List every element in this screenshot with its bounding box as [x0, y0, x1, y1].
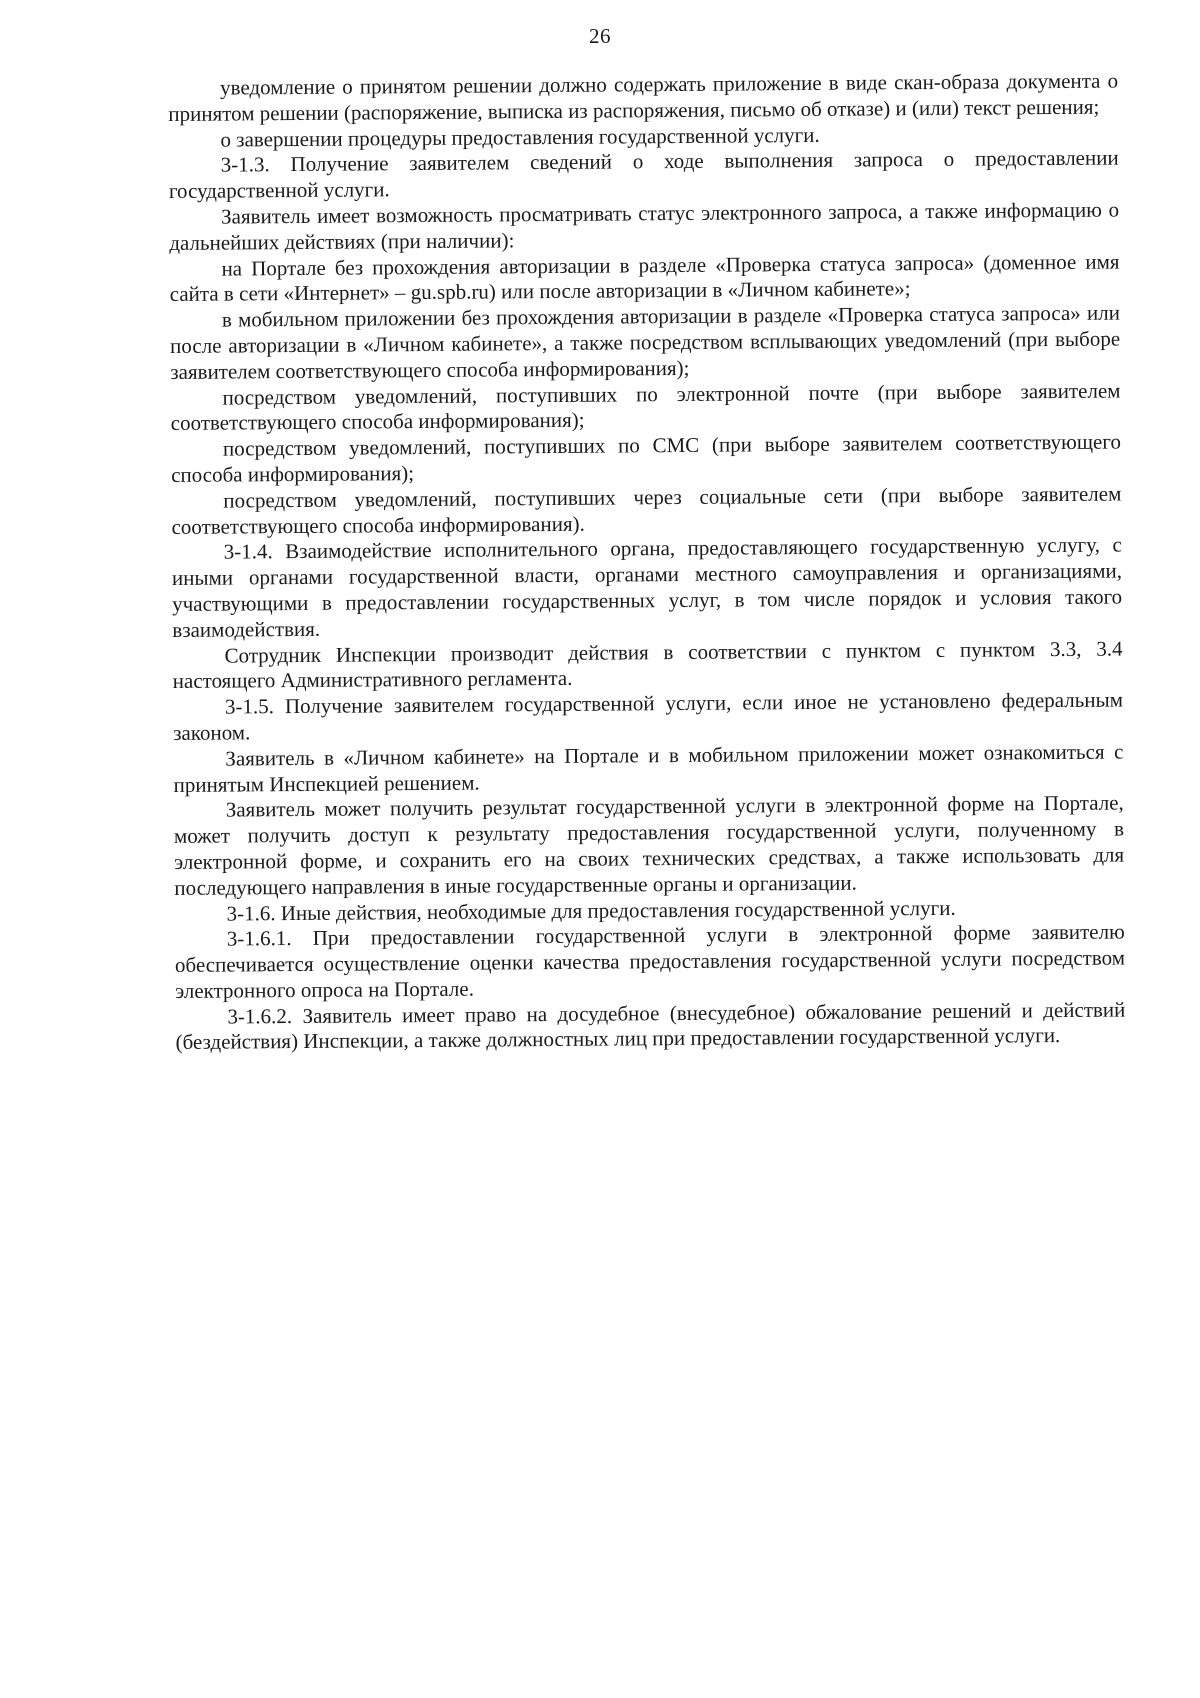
list-item: в мобильном приложении без прохождения авторизации в разделе «Проверка статуса запроса» или после авторизации в «Личном кабинете», а также посредством всплывающих уведомлений (при выборе заявителем соответствующего способа информирования); — [170, 300, 1121, 384]
section-item-3-1-6-2: 3-1.6.2. Заявитель имеет право на досудебное (внесудебное) обжалование решений и действий (бездействия) Инспекции, а также должностных лиц при предоставлении государственной услуги. — [175, 997, 1126, 1055]
list-item: посредством уведомлений, поступивших через социальные сети (при выборе заявителем соответствующего способа информирования). — [171, 481, 1122, 539]
list-item: посредством уведомлений, поступивших по электронной почте (при выборе заявителем соответствующего способа информирования); — [170, 378, 1121, 436]
paragraph: уведомление о принятом решении должно содержать приложение в виде скан-образа документа о принятом решении (распоряжение, выписка из распоряжения, письмо об отказе) и (или) текст решения; — [168, 68, 1119, 126]
paragraph: Сотрудник Инспекции производит действия в соответствии с пунктом с пунктом 3.3, 3.4 настоящего Административного регламента. — [172, 636, 1123, 694]
section-heading-3-1-4: 3-1.4. Взаимодействие исполнительного органа, предоставляющего государственную услугу, с иными органами государственной власти, органами местного самоуправления и организациями, участвующими в предоставлении государственных услуг, в том числе порядок и условия такого взаимодействия. — [171, 532, 1123, 642]
list-item: посредством уведомлений, поступивших по СМС (при выборе заявителем соответствующего способа информирования); — [171, 429, 1121, 487]
list-item: на Портале без прохождения авторизации в разделе «Проверка статуса запроса» (доменное имя сайта в сети «Интернет» – gu.spb.ru) или после авторизации в «Личном кабинете»; — [169, 249, 1120, 307]
section-heading-3-1-6: 3-1.6. Иные действия, необходимые для предоставления государственной услуги. — [226, 895, 956, 926]
section-item-3-1-6-1: 3-1.6.1. При предоставлении государственной услуги в электронной форме заявителю обеспечивается осуществление оценки качества предоставления государственной услуги посредством электронного опроса на Портале. — [174, 919, 1126, 1003]
paragraph: Заявитель в «Личном кабинете» на Портале и в мобильном приложении может ознакомиться с принятым Инспекцией решением. — [173, 739, 1124, 797]
paragraph: Заявитель может получить результат государственной услуги в электронной форме на Портале, может получить доступ к результату предоставления государственной услуги, полученному в электронной форме, и сохранить его на своих технических средствах, а также использовать для последующего направления в иные государственные органы и организации. — [173, 790, 1125, 900]
paragraph: Заявитель имеет возможность просматривать статус электронного запроса, а также информацию о дальнейших действиях (при наличии): — [169, 197, 1120, 255]
section-heading-3-1-3: 3-1.3. Получение заявителем сведений о ходе выполнения запроса о предоставлении государственной услуги. — [168, 145, 1119, 204]
document-body — [168, 69, 1126, 1057]
section-heading-3-1-5: 3-1.5. Получение заявителем государственной услуги, если иное не установлено федеральным законом. — [173, 687, 1124, 745]
page-number: 26 — [589, 24, 611, 48]
paragraph: о завершении процедуры предоставления государственной услуги. — [220, 122, 820, 152]
